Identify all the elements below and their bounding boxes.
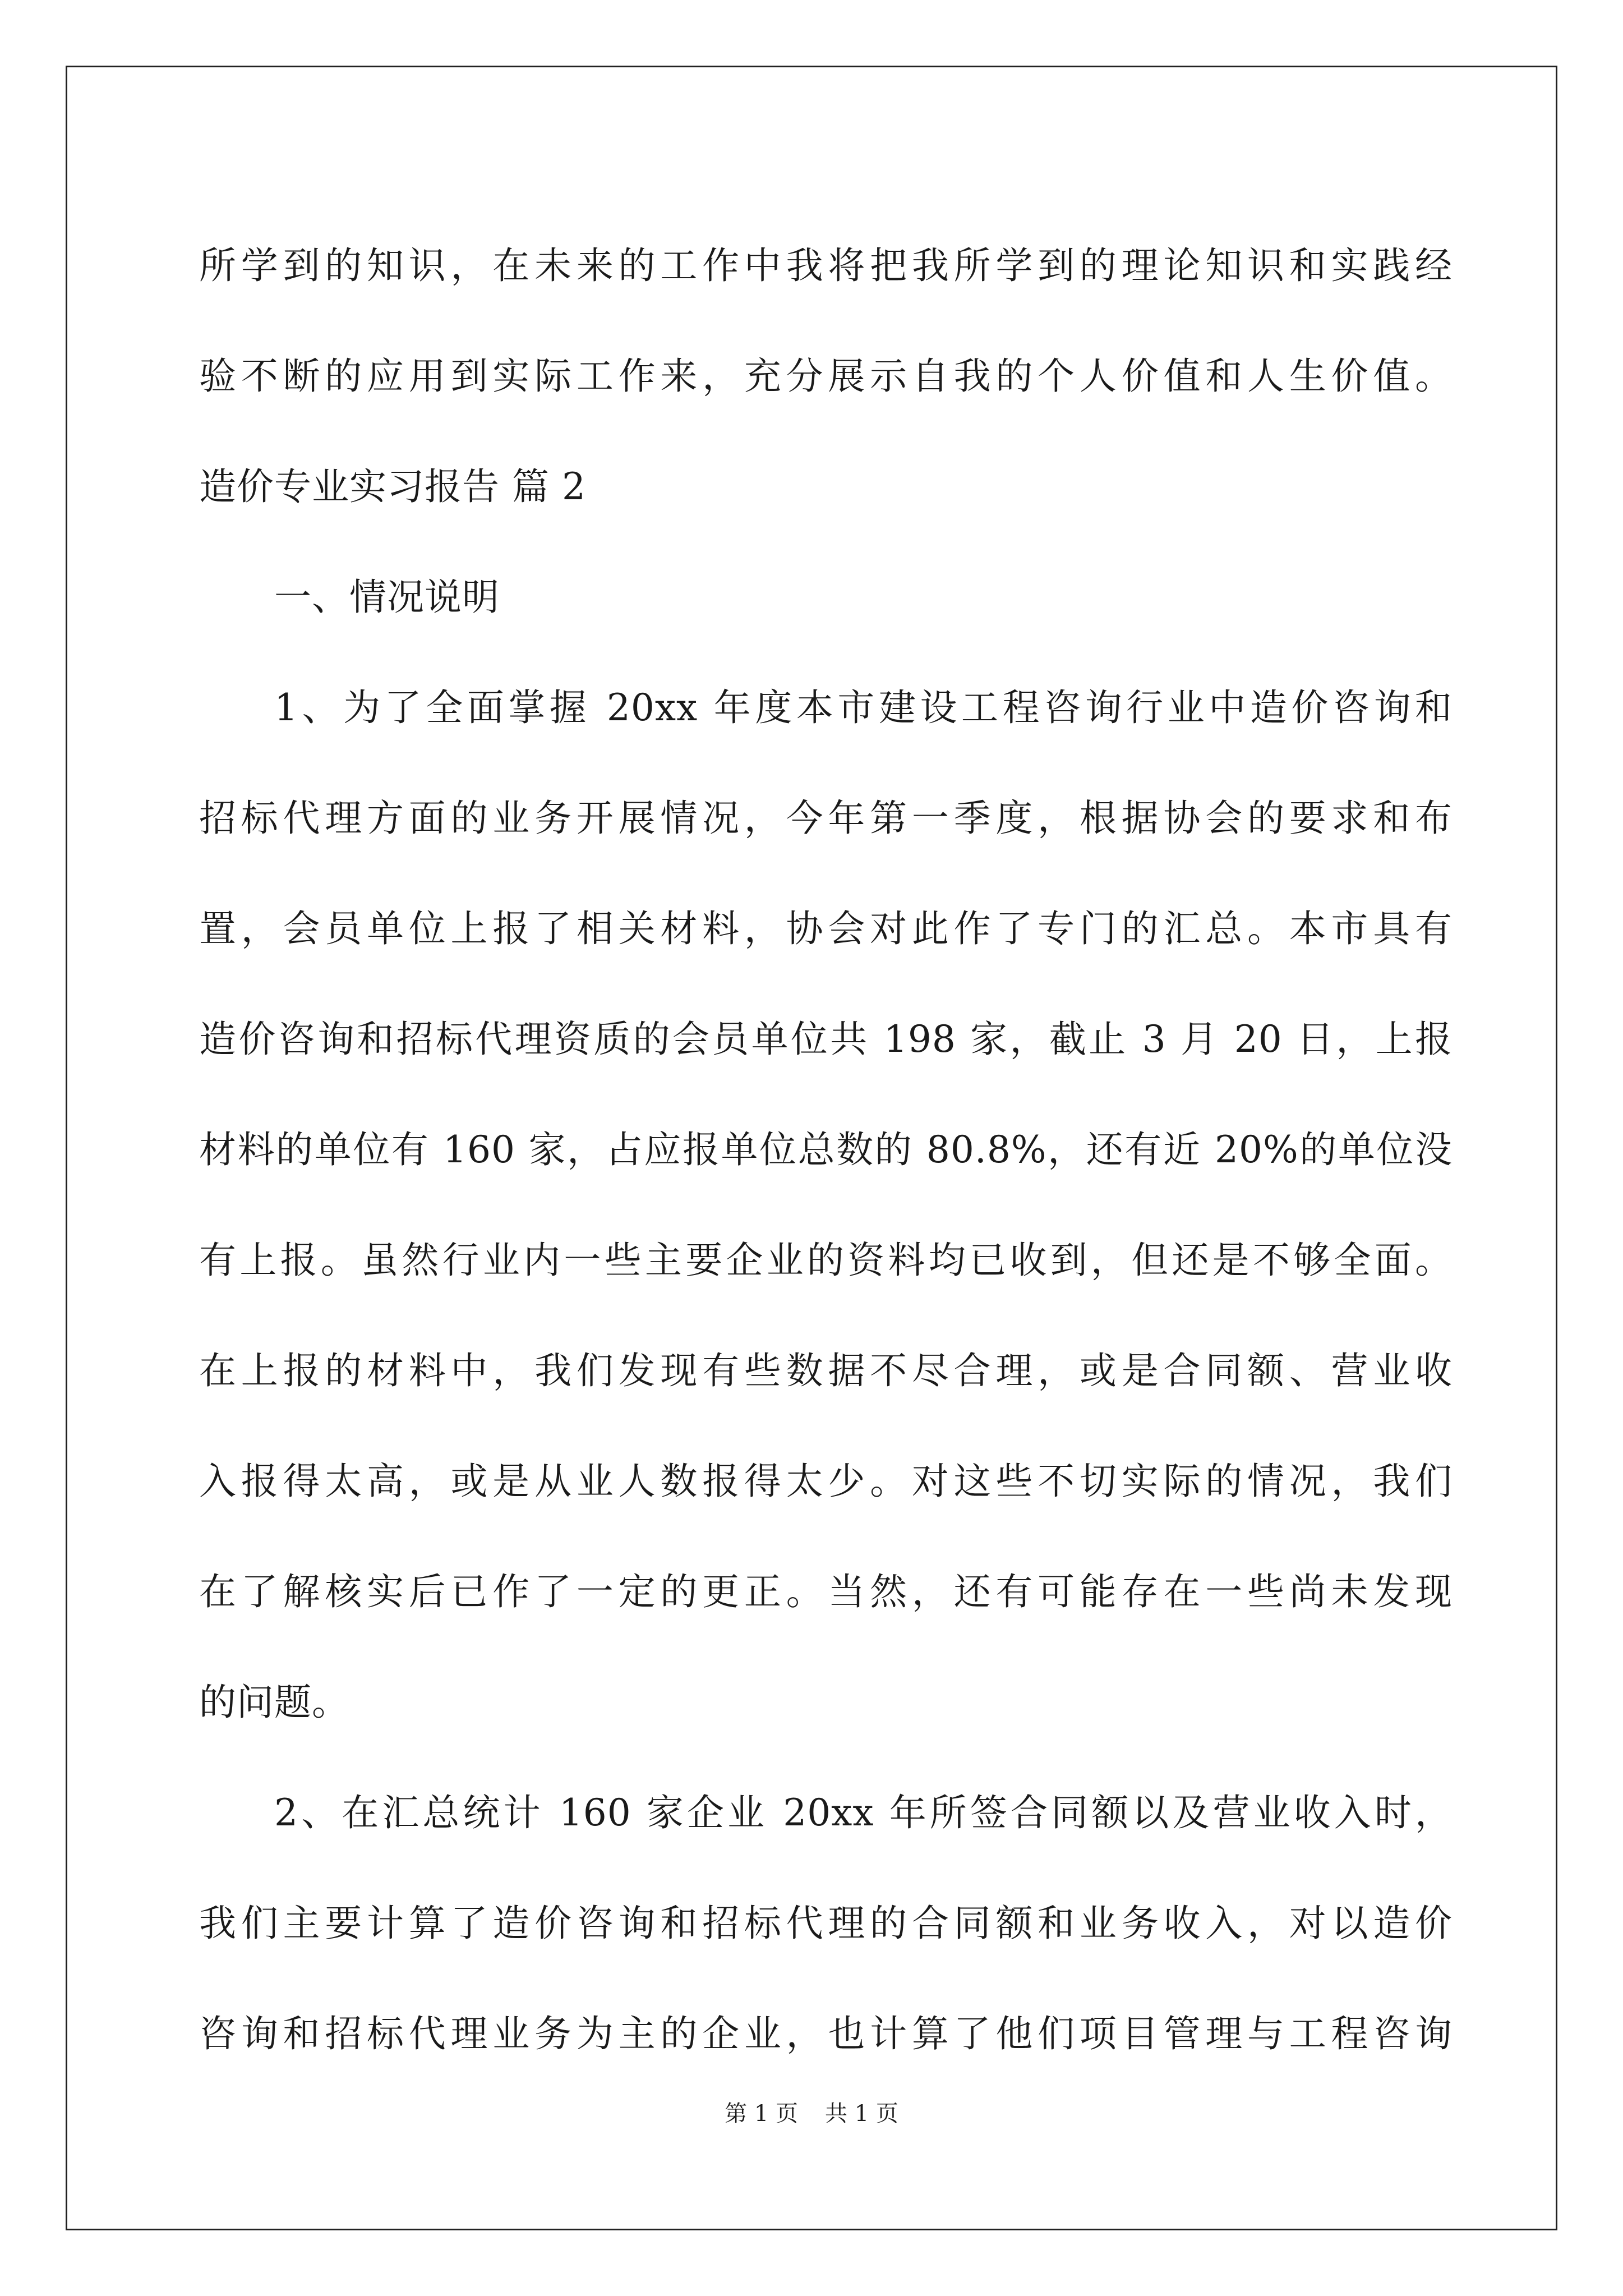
page-total: 共 1 页 xyxy=(825,2101,898,2127)
text-line: 验不断的应用到实际工作来，充分展示自我的个人价值和人生价值。 xyxy=(199,355,1453,398)
subsection-heading: 一、情况说明 xyxy=(274,576,500,619)
text-line: 的问题。 xyxy=(199,1681,349,1724)
text-line: 入报得太高，或是从业人数报得太少。对这些不切实际的情况，我们 xyxy=(199,1460,1453,1503)
text-line: 所学到的知识，在未来的工作中我将把我所学到的理论知识和实践经 xyxy=(199,244,1453,287)
text-line: 我们主要计算了造价咨询和招标代理的合同额和业务收入，对以造价 xyxy=(199,1902,1453,1945)
text-line: 置，会员单位上报了相关材料，协会对此作了专门的汇总。本市具有 xyxy=(199,907,1453,950)
text-line: 有上报。虽然行业内一些主要企业的资料均已收到，但还是不够全面。 xyxy=(199,1239,1453,1282)
section-heading: 造价专业实习报告 篇 2 xyxy=(199,465,586,508)
text-line: 造价咨询和招标代理资质的会员单位共 198 家，截止 3 月 20 日，上报 xyxy=(199,1018,1453,1061)
page-footer xyxy=(0,2097,1623,2131)
text-line: 材料的单位有 160 家，占应报单位总数的 80.8%，还有近 20%的单位没 xyxy=(199,1128,1453,1171)
text-line: 招标代理方面的业务开展情况，今年第一季度，根据协会的要求和布 xyxy=(199,797,1453,840)
text-line: 在了解核实后已作了一定的更正。当然，还有可能存在一些尚未发现 xyxy=(199,1570,1453,1613)
text-line: 在上报的材料中，我们发现有些数据不尽合理，或是合同额、营业收 xyxy=(199,1349,1453,1392)
text-line: 咨询和招标代理业务为主的企业，也计算了他们项目管理与工程咨询 xyxy=(199,2012,1453,2055)
page-number: 第 1 页 xyxy=(725,2101,798,2127)
document-body xyxy=(199,210,1453,2089)
text-line: 1、为了全面掌握 20xx 年度本市建设工程咨询行业中造价咨询和 xyxy=(274,686,1453,729)
text-line: 2、在汇总统计 160 家企业 20xx 年所签合同额以及营业收入时， xyxy=(274,1791,1453,1834)
